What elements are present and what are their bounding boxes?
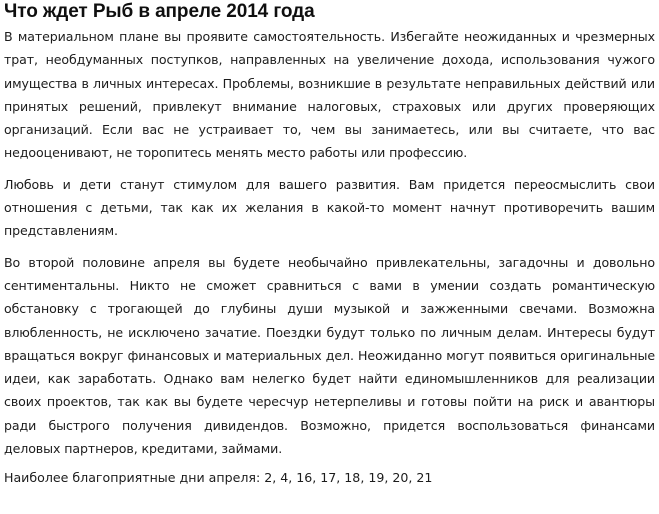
horoscope-article (4, 0, 655, 489)
paragraph-second-half: Во второй половине апреля вы будете необычайно привлекательны, загадочны и довольно сентиментальны. Никто не сможет сравниться с вами в умении создать романтическую обстановку с трогающей до глубины души музыкой и зажженными свечами. Возможна влюбленность, не исключено зачатие. Поездки будут только по личным делам. Интересы будут вращаться вокруг финансовых и материальных дел. Неожиданно могут появиться оригинальные идеи, как заработать. Однако вам нелегко будет найти единомышленников для реализации своих проектов, так как вы будете чересчур нетерпеливы и готовы пойти на риск и авантюры ради быстрого получения дивидендов. Возможно, придется воспользоваться финансами деловых партнеров, кредитами, займами. (4, 254, 655, 457)
paragraph-finances: В материальном плане вы проявите самостоятельность. Избегайте неожиданных и чрезмерных трат, необдуманных поступков, направленных на увеличение дохода, использования чужого имущества в личных интересах. Проблемы, возникшие в результате неправильных действий или принятых решений, привлекут внимание налоговых, страховых или других проверяющих организаций. Если вас не устраивает то, чем вы занимаетесь, или вы считаете, что вас недооценивают, не торопитесь менять место работы или профессию. (4, 29, 655, 161)
article-title: Что ждет Рыб в апреле 2014 года (4, 1, 315, 22)
paragraph-love-children: Любовь и дети станут стимулом для вашего развития. Вам придется переосмыслить свои отношения с детьми, так как их желания в какой-то момент начнут противоречить вашим представлениям. (4, 176, 655, 239)
favorable-days: Наиболее благоприятные дни апреля: 2, 4, 16, 17, 18, 19, 20, 21 (4, 470, 433, 486)
